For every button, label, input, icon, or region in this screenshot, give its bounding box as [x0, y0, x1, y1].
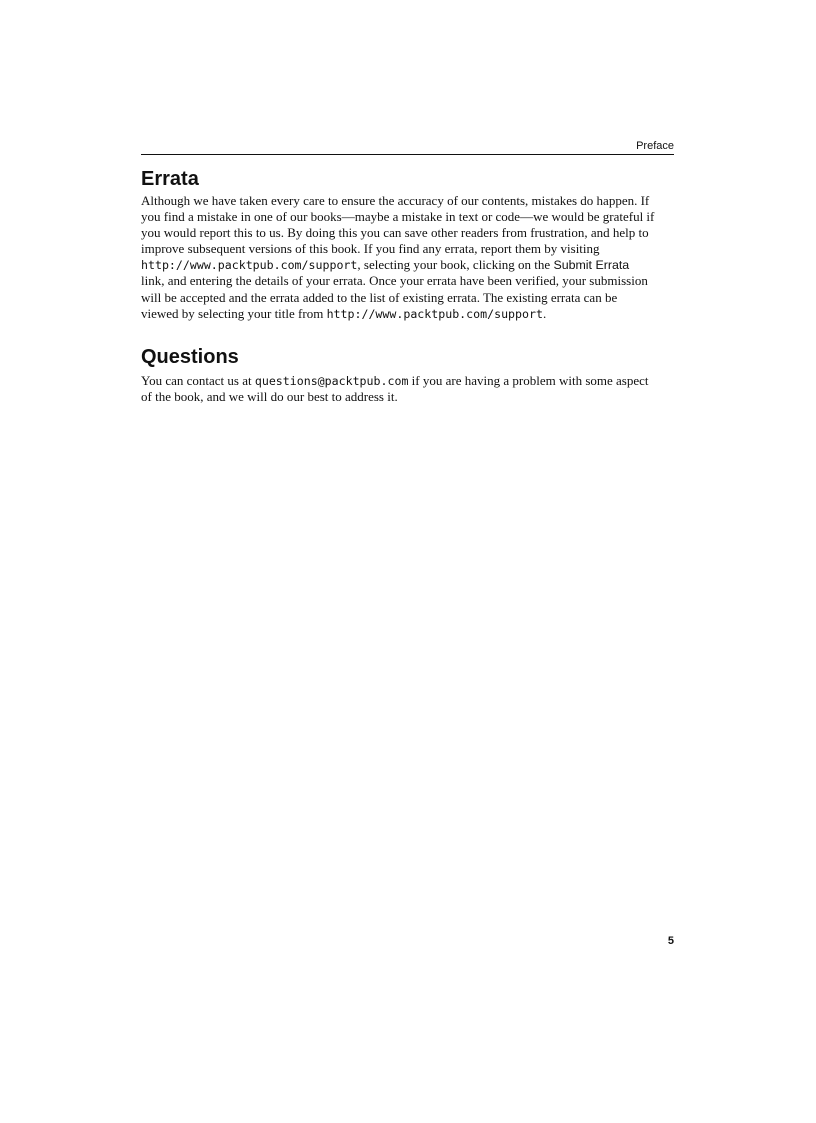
questions-line-1 [141, 373, 677, 389]
errata-line-8-end: . [542, 305, 547, 321]
questions-line-1-end: if you are having a problem with some aspect [408, 373, 649, 388]
support-url-link[interactable]: http://www.packtpub.com/support [141, 258, 358, 273]
errata-paragraph [141, 193, 677, 322]
submit-errata-term: Submit Errata [553, 258, 630, 273]
errata-line-8 [141, 306, 677, 322]
errata-line-5-text: , selecting your book, clicking on the [357, 257, 554, 273]
errata-line-2: you find a mistake in one of our books—maybe a mistake in text or code—we would be grateful if [141, 209, 655, 225]
errata-line-4: improve subsequent versions of this book. If you find any errata, report them by visiting [141, 241, 600, 257]
page-number: 5 [667, 935, 674, 947]
support-url-link-2[interactable]: http://www.packtpub.com/support [326, 306, 543, 321]
errata-line-6: link, and entering the details of your errata. Once your errata have been verified, your submission [141, 273, 648, 289]
errata-line-5 [141, 257, 677, 273]
errata-line-7: will be accepted and the errata added to the list of existing errata. The existing errata can be [141, 289, 618, 305]
running-header-title: Preface [636, 140, 674, 152]
errata-line-8-text: viewed by selecting your title from [141, 305, 327, 321]
questions-heading: Questions [141, 346, 239, 368]
questions-line-2: of the book, and we will do our best to address it. [141, 389, 398, 405]
errata-heading: Errata [141, 168, 199, 190]
errata-line-1: Although we have taken every care to ensure the accuracy of our contents, mistakes do happen. If [141, 193, 650, 208]
questions-line-1-text: You can contact us at [141, 373, 255, 388]
running-header [141, 141, 674, 155]
questions-email-link[interactable]: questions@packtpub.com [254, 374, 409, 388]
errata-line-3: you would report this to us. By doing this you can save other readers from frustration, and help to [141, 225, 649, 241]
questions-paragraph [141, 373, 677, 405]
